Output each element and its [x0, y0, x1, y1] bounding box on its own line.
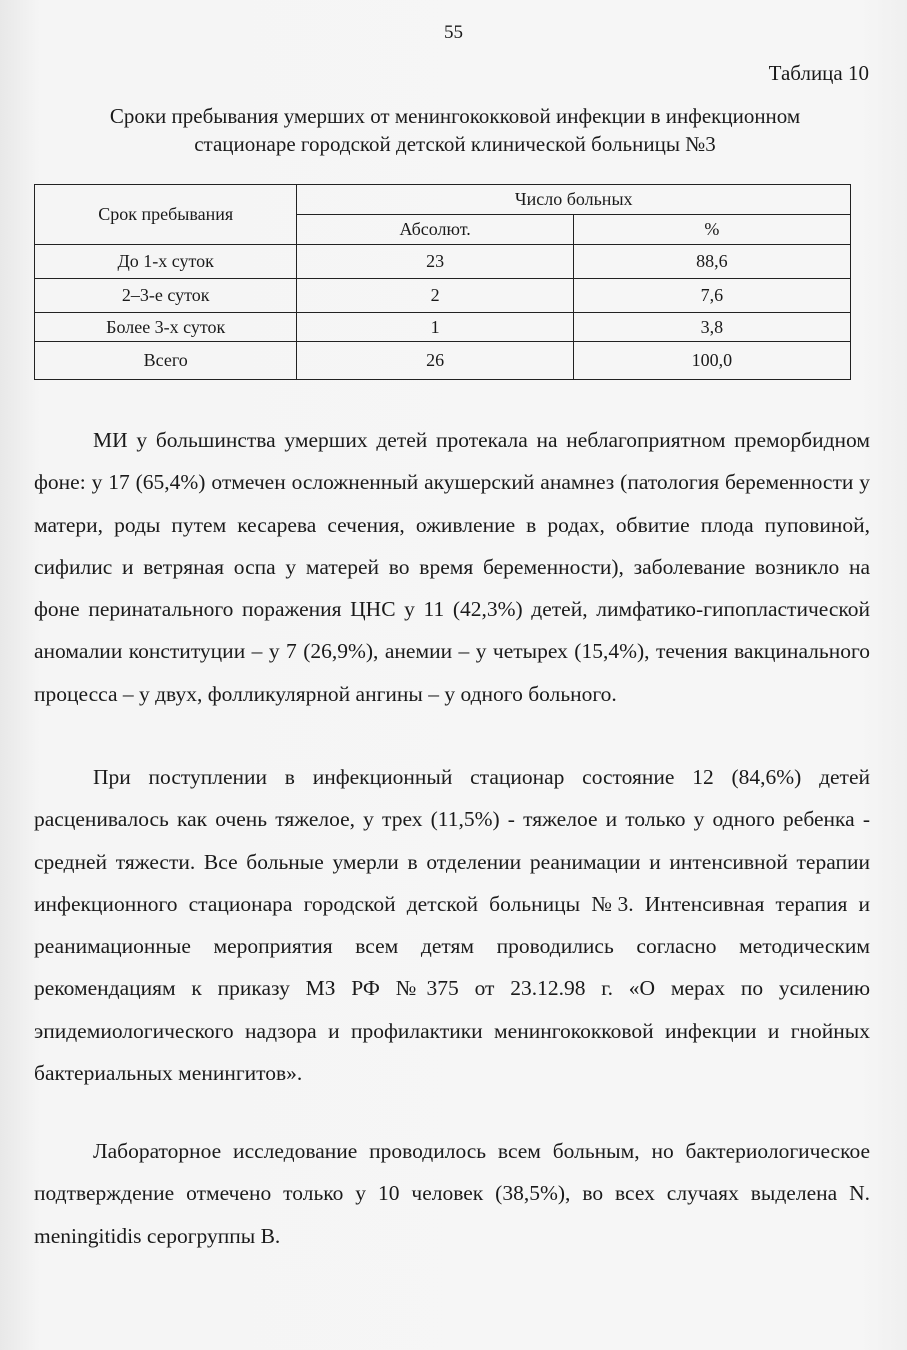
table-header-row — [35, 185, 851, 215]
cell-term: До 1-х суток — [35, 245, 297, 279]
cell-term: Более 3-х суток — [35, 313, 297, 342]
table-title-line-2: стационаре городской детской клинической больницы №3 — [194, 132, 716, 156]
subheader-percent: % — [573, 215, 850, 245]
cell-percent: 100,0 — [573, 342, 850, 380]
cell-absolute: 26 — [297, 342, 573, 380]
cell-absolute: 2 — [297, 279, 573, 313]
table-total-row — [35, 342, 851, 380]
body-paragraph-2 — [34, 756, 870, 1094]
paragraph-text: МИ у большинства умерших детей протекала на неблагоприятном преморбидном фоне: у 17 (65,4%) отмечен осложненный акушерский анамнез (патология беременности у матери, роды путем кесарева сечения, оживление в родах, обвитие плода пуповиной, сифилис и ветряная оспа у матерей во время беременности), заболевание возникло на фоне перинатального поражения ЦНС у 11 (42,3%) детей, лимфатико-гипопластической аномалии конституции – у 7 (26,9%), анемии – у четырех (15,4%), течения вакцинального процесса – у двух, фолликулярной ангины – у одного больного. — [34, 428, 870, 706]
table-row — [35, 279, 851, 313]
cell-term: Всего — [35, 342, 297, 380]
header-stay-term: Срок пребывания — [35, 185, 297, 245]
table-row — [35, 313, 851, 342]
body-paragraph-3 — [34, 1130, 870, 1257]
subheader-absolute: Абсолют. — [297, 215, 573, 245]
table-label: Таблица 10 — [768, 61, 869, 85]
paragraph-text: Лабораторное исследование проводилось всем больным, но бактериологическое подтверждение отмечено только у 10 человек (38,5%), во всех случаях выделена N. meningitidis серогруппы В. — [34, 1139, 870, 1248]
cell-percent: 7,6 — [573, 279, 850, 313]
cell-absolute: 23 — [297, 245, 573, 279]
table-title-line-1: Сроки пребывания умерших от менингококковой инфекции в инфекционном — [109, 104, 801, 128]
body-paragraph-1 — [34, 419, 870, 715]
cell-term: 2–3-е суток — [35, 279, 297, 313]
table-title — [30, 102, 880, 158]
table-row — [35, 245, 851, 279]
cell-absolute: 1 — [297, 313, 573, 342]
stay-duration-table — [34, 184, 851, 380]
page-number: 55 — [444, 22, 463, 43]
cell-percent: 88,6 — [573, 245, 850, 279]
paragraph-text: При поступлении в инфекционный стационар состояние 12 (84,6%) детей расценивалось как очень тяжелое, у трех (11,5%) - тяжелое и только у одного ребенка - средней тяжести. Все больные умерли в отделении реанимации и интенсивной терапии инфекционного стационара городской детской больницы №3. Интенсивная терапия и реанимационные мероприятия всем детям проводились согласно методическим рекомендациям к приказу МЗ РФ №375 от 23.12.98 г. «О мерах по усилению эпидемиологического надзора и профилактики менингококковой инфекции и гнойных бактериальных менингитов». — [34, 765, 870, 1086]
header-patient-count: Число больных — [297, 185, 851, 215]
cell-percent: 3,8 — [573, 313, 850, 342]
